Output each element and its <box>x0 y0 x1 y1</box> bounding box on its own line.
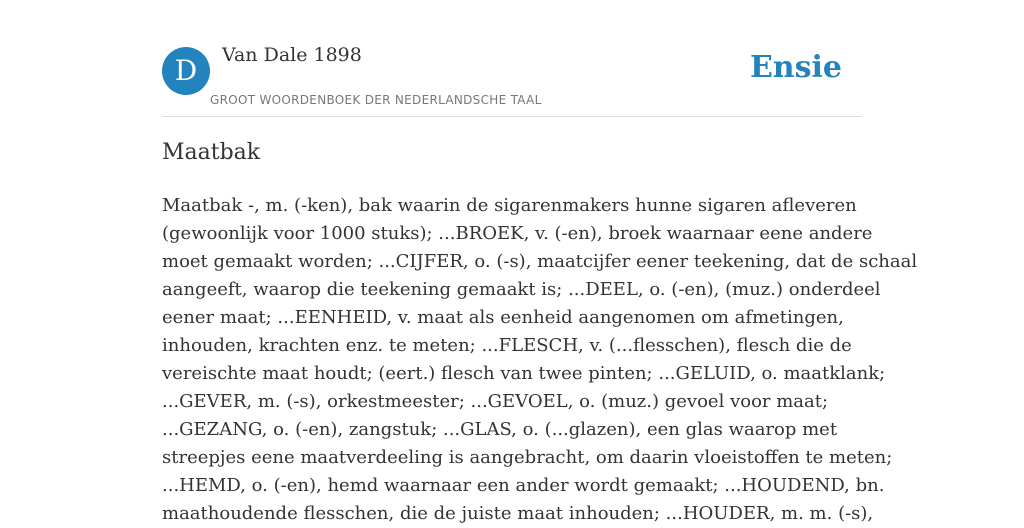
entry-line: ...GEVER, m. (-s), orkestmeester; ...GEVOEL, o. (muz.) gevoel voor maat; <box>162 391 829 412</box>
source-title[interactable]: Van Dale 1898 <box>222 44 362 66</box>
entry-line: streepjes eene maatverdeeling is aangebracht, om daarin vloeistoffen te meten; <box>162 447 893 468</box>
entry-line: (gewoonlijk voor 1000 stuks); ...BROEK, v. (-en), broek waarnaar eene andere <box>162 223 873 244</box>
brand-logo[interactable]: Ensie <box>749 50 842 85</box>
entry-body <box>162 192 918 528</box>
source-header <box>162 0 862 117</box>
entry-line: Maatbak -, m. (-ken), bak waarin de sigarenmakers hunne sigaren afleveren <box>162 195 857 216</box>
entry-line: ...HEMD, o. (-en), hemd waarnaar een ander wordt gemaakt; ...HOUDEND, bn. <box>162 475 885 496</box>
source-subtitle: GROOT WOORDENBOEK DER NEDERLANDSCHE TAAL <box>210 93 542 107</box>
entry-title: Maatbak <box>162 140 261 165</box>
entry-line: eener maat; ...EENHEID, v. maat als eenheid aangenomen om afmetingen, <box>162 307 844 328</box>
entry-line: maathoudende flesschen, die de juiste maat inhouden; ...HOUDER, m. m. (-s), <box>162 503 874 524</box>
source-logo[interactable]: D <box>162 47 210 95</box>
entry-line: moet gemaakt worden; ...CIJFER, o. (-s), maatcijfer eener teekening, dat de schaal <box>162 251 918 272</box>
entry-line: ...GEZANG, o. (-en), zangstuk; ...GLAS, o. (...glazen), een glas waarop met <box>162 419 838 440</box>
entry-line: vereischte maat houdt; (eert.) flesch van twee pinten; ...GELUID, o. maatklank; <box>162 363 886 384</box>
entry-line: aangeeft, waarop die teekening gemaakt is; ...DEEL, o. (-en), (muz.) onderdeel <box>162 279 881 300</box>
entry-line: inhouden, krachten enz. te meten; ...FLESCH, v. (...flesschen), flesch die de <box>162 335 852 356</box>
